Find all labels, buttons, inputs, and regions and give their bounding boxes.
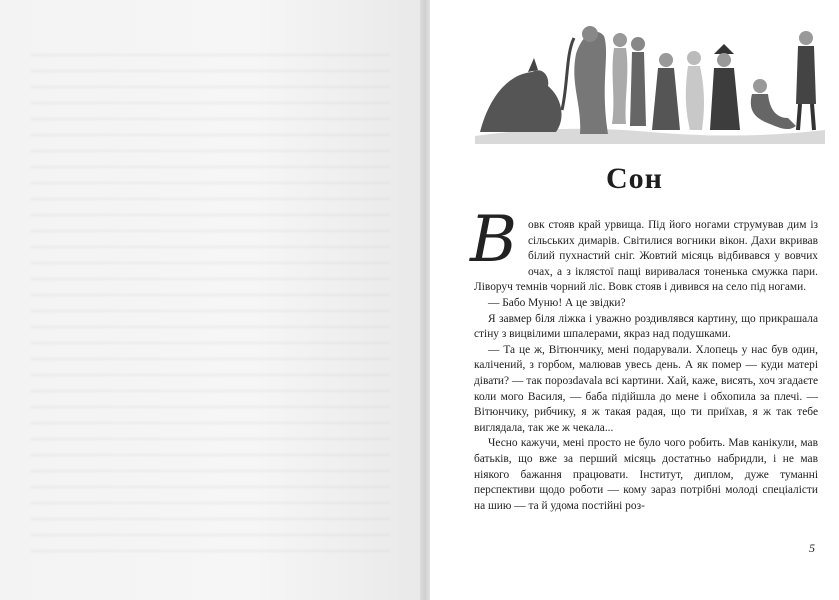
drop-cap: В xyxy=(470,203,518,277)
right-page xyxy=(430,0,839,600)
paragraph-1 xyxy=(470,203,818,296)
paragraph-1-text: овк стояв край урвища. Під його ногами струмував дим із сільських димарів. Світилися вогники вікон. Дахи вкривав білий пухнастий сніг. Жовтий місяць відбивався у вовчих очах, а з іклястої пащі виривалася тоненька смужка пари. Ліворуч темнів чорний ліс. Вовк стояв і дивився на село під ногами. xyxy=(474,219,818,294)
book-gutter xyxy=(420,0,430,600)
paragraph-4: — Та це ж, Вітюнчику, мені подарували. Хлопець у нас був один, калічений, з горбом, малював увесь день. А як помер — куди матері дівати? — так порозdavala всі картини. Хай, каже, висять, хоч згадаєте коли мого Василя, — баба підійшла до мене і обхопила за плечі. — Вітюнчику, рибчику, я ж такая радая, що ти приїхав, я ж так тебе виглядала, так же ж чекала... xyxy=(474,343,818,434)
paragraph-3: Я завмер біля ліжка і уважно роздивлявся картину, що прикрашала стіну з вицвілими шпалерами, якраз над подушками. xyxy=(474,312,818,341)
page-number: 5 xyxy=(809,541,815,555)
folk-creatures-illustration-icon xyxy=(470,14,830,144)
bleedthrough-texture xyxy=(30,40,390,560)
chapter-text xyxy=(470,203,818,514)
paragraph-5: Чесно кажучи, мені просто не було чого робить. Мав канікули, мав батьків, що вже за перший місяць достатньо набридли, і не мав ніякого бажання працювати. Інститут, диплом, дуже туманні перспективи щодо роботи — кому зараз потрібні молоді спеціалісти на шию — та й удома постійні роз- xyxy=(474,437,818,512)
paragraph-2: — Бабо Муню! А це звідки? xyxy=(488,296,626,309)
chapter-title: Сон xyxy=(606,162,663,195)
